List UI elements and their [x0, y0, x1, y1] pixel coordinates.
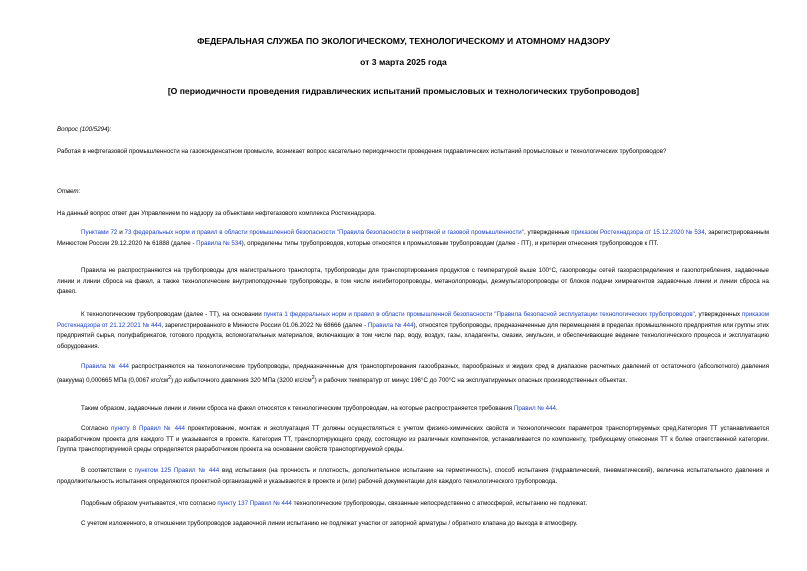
text-segment: Подобным образом учитывается, что согласно — [81, 500, 218, 507]
link-item-137[interactable]: пункту 137 Правил № 444 — [217, 500, 292, 507]
paragraph-tech-pipelines — [57, 310, 769, 352]
answer-intro: На данный вопрос ответ дан Управлением по надзору за объектами нефтегазового комплекса Ростехнадзора. — [57, 210, 376, 217]
superscript: 2 — [168, 374, 171, 381]
link-item-125[interactable]: пунктом 125 Правил № 444 — [134, 467, 220, 474]
text-segment: и — [117, 229, 125, 236]
paragraph-exclusions: Правила не распространяются на трубопроводы для магистрального транспорта, трубопроводы для транспортирования продуктов с температурой выше 100°С, газопроводы сетей газораспределения и газопотребления, задавочные линии и линии сброса на факел, а также технологические внутрипоподочные трубопроводы, в том числе ингибиторопроводы, метанолопроводы, деэмульгаторопроводы от блоков подачи химреагентов задавочные линии и линии сброса на факел. — [57, 267, 769, 295]
text-segment: , утвержденные — [523, 229, 572, 236]
paragraph-conclusion-lines — [57, 404, 769, 415]
text-segment: вид испытания (на прочность и плотность, дополнительное испытание на герметичность), способ испытания (гидравлический, пневматический), величина испытательного давления и продолжительность испытания определяются проектной организацией и указываются в проекте и (или) рабочей документации для каждого технологического трубопровода. — [57, 467, 770, 485]
link-item-1-rules[interactable]: пункта 1 федеральных норм и правил в области промышленной безопасности "Правила безопасной эксплуатации технологических трубопроводов" — [263, 311, 695, 318]
agency-title: ФЕДЕРАЛЬНАЯ СЛУЖБА ПО ЭКОЛОГИЧЕСКОМУ, ТЕХНОЛОГИЧЕСКОМУ И АТОМНОМУ НАДЗОРУ — [197, 36, 610, 46]
text-segment: ) до избыточного давления 320 МПа (3200 кгс/см — [170, 376, 312, 384]
text-segment: , зарегистрированного в Минюсте России 01.06.2022 № 68666 (далее - — [161, 321, 368, 329]
question-text: Работая в нефтегазовой промышленности на газоконденсатном промысле, возникает вопрос касательно периодичности проведения гидравлических испытаний промысловых и технологических трубопроводов? — [57, 148, 667, 155]
paragraph-item-137 — [57, 499, 769, 510]
text-segment: . — [555, 405, 558, 412]
text-segment: , зарегистрированным Минюстом России 29.12.2020 № 61888 (далее - — [57, 229, 769, 247]
link-rules-444[interactable]: Правила № 444 — [367, 321, 414, 329]
superscript: 2 — [311, 374, 315, 381]
question-label: Вопрос (100/5294): — [57, 126, 112, 133]
link-items-72[interactable]: Пунктами 72 — [81, 229, 118, 236]
paragraph-item-125 — [57, 466, 769, 487]
paragraph-scope-444 — [57, 362, 769, 386]
text-segment: В соответствии с — [81, 467, 135, 474]
link-rules-444[interactable]: Правила № 444 — [81, 363, 129, 370]
link-order-534[interactable]: приказом Ростехнадзора от 15.12.2020 № 534 — [571, 229, 705, 236]
text-segment: распространяются на технологические трубопроводы, предназначенные для транспортирования газообразных, парообразных и жидких сред в диапазоне расчетных давлений от остаточного (абсолютного) давления (вакуума) 0,000665 МПа (0,0067 кгс/см — [57, 363, 769, 384]
link-rules-444[interactable]: Правил № 444 — [513, 405, 556, 412]
link-item-8[interactable]: пункту 8 Правил № 444 — [111, 425, 185, 432]
text-segment: ), определены типы трубопроводов, которые относятся к промысловым трубопроводам (далее - ПТ), и критерии отнесения трубопроводов к ПТ. — [241, 239, 659, 247]
link-rules-534[interactable]: Правила № 534 — [196, 239, 242, 247]
paragraph-rules-534 — [57, 228, 769, 249]
text-segment: Таким образом, задавочные линии и линии сброса на факел относятся к технологическим трубопроводам, на которые распространяется требования — [81, 405, 514, 412]
text-segment: технологические трубопроводы, связанные непосредственно с атмосферой, испытанию не подлежат. — [291, 500, 588, 507]
document-date: от 3 марта 2025 года — [360, 57, 447, 67]
link-order-444[interactable]: приказом Ростехнадзора от 21.12.2021 № 444 — [57, 311, 769, 329]
document-subject: [О периодичности проведения гидравлических испытаний промысловых и технологических трубопроводов] — [167, 86, 640, 96]
text-segment: проектирование, монтаж и эксплуатация ТТ должны осуществляться с учетом физико-химических свойств и технологических параметров транспортируемых сред.Категория ТТ устанавливается разработчиком проекта для каждого ТТ и указывается в проекте. Категория ТТ, транспортирующего среду, состоящую из различных компонентов, устанавливается по компоненту, требующему отнесения ТТ к более ответственной категории. Группа транспортируемой среды определяется разработчиком проекта на основании свойств транспортируемой среды. — [57, 425, 769, 453]
text-segment: К технологическим трубопроводам (далее - ТТ), на основании — [81, 311, 264, 318]
paragraph-final: С учетом изложенного, в отношении трубопроводов задавочной линии испытанию не подлежат участки от запорной арматуры / обратного клапана до выхода в атмосферу. — [81, 520, 578, 527]
paragraph-item-8 — [57, 424, 769, 456]
text-segment: Согласно — [81, 425, 112, 432]
text-segment: ) и рабочих температур от минус 196°С до 700°С на эксплуатируемых опасных производственных объектах. — [314, 376, 628, 384]
link-rules-oil-gas[interactable]: 73 федеральных норм и правил в области промышленной безопасности "Правила безопасности в нефтяной и газовой промышленности" — [124, 229, 524, 236]
answer-label: Ответ: — [57, 188, 81, 195]
text-segment: , утвержденных — [694, 311, 743, 318]
text-segment: ), относятся трубопроводы, предназначенные для перемещения в пределах промышленного предприятия или группы этих предприятий сырья, полуфабрикатов, готового продукта, вспомогательных материалов, включающих в том числе пар, воду, воздух, газы, хладагенты, смазки, эмульсии, и обеспечивающие ведение технологического процесса и эксплуатацию оборудования. — [57, 321, 769, 350]
